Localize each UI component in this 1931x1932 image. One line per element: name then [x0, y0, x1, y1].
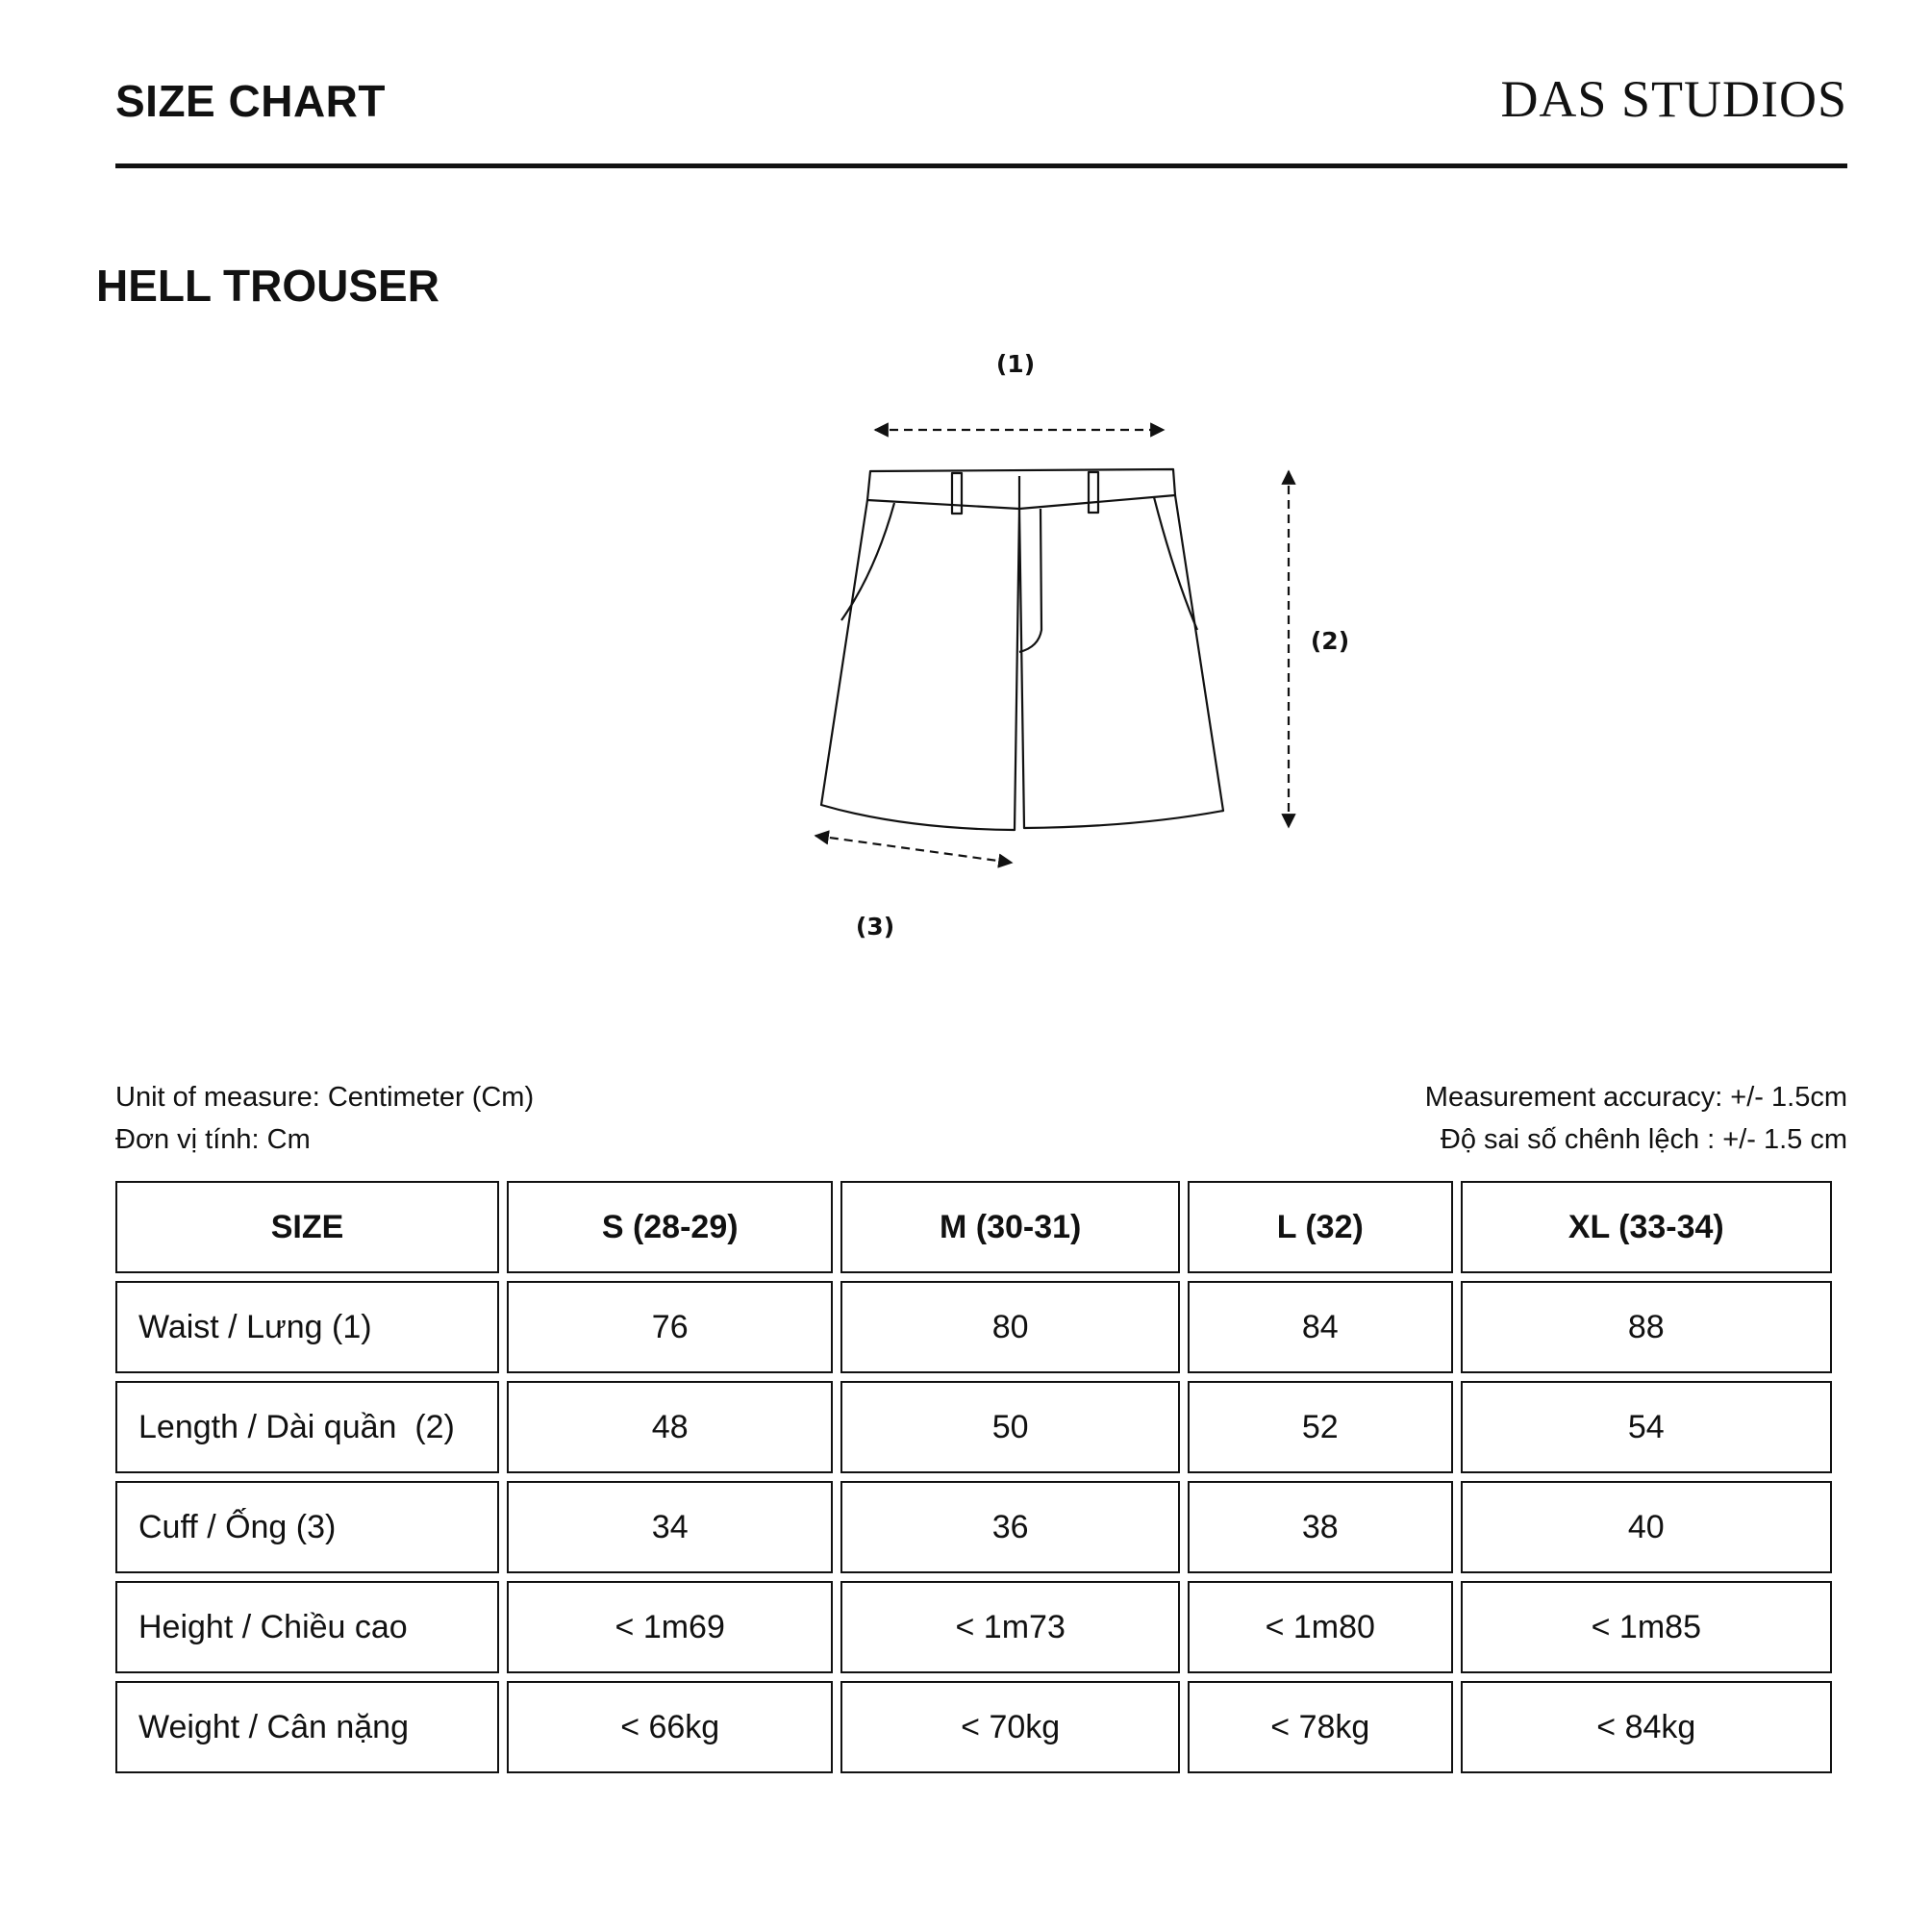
row-label: Waist / Lưng (1) — [115, 1281, 499, 1373]
table-cell: 54 — [1461, 1381, 1832, 1473]
page-title: SIZE CHART — [115, 76, 386, 126]
row-label: Height / Chiều cao — [115, 1581, 499, 1673]
table-cell: < 84kg — [1461, 1681, 1832, 1773]
table-row — [115, 1281, 1832, 1373]
table-cell: 88 — [1461, 1281, 1832, 1373]
table-cell: < 1m80 — [1188, 1581, 1453, 1673]
label-length: (2) — [1310, 627, 1350, 655]
fly-stitch — [1019, 509, 1041, 652]
unit-note — [115, 1076, 534, 1161]
table-cell: < 1m73 — [840, 1581, 1180, 1673]
unit-note-vi: Đơn vị tính: Cm — [115, 1124, 311, 1155]
accuracy-note-vi: Độ sai số chênh lệch : +/- 1.5 cm — [1440, 1124, 1847, 1155]
header-size: SIZE — [115, 1181, 499, 1273]
table-cell: 34 — [507, 1481, 833, 1573]
cuff-arrow — [815, 836, 1012, 863]
header-l: L (32) — [1188, 1181, 1453, 1273]
pocket-right — [1154, 497, 1197, 630]
table-row — [115, 1581, 1832, 1673]
table-cell: 76 — [507, 1281, 833, 1373]
pocket-left — [841, 503, 894, 620]
table-row — [115, 1481, 1832, 1573]
table-cell: 36 — [840, 1481, 1180, 1573]
table-cell: < 70kg — [840, 1681, 1180, 1773]
product-name: HELL TROUSER — [96, 261, 439, 311]
table-row — [115, 1681, 1832, 1773]
table-cell: 40 — [1461, 1481, 1832, 1573]
row-label: Length / Dài quần (2) — [115, 1381, 499, 1473]
table-header-row — [115, 1181, 1832, 1273]
table-cell: 48 — [507, 1381, 833, 1473]
table-cell: < 1m85 — [1461, 1581, 1832, 1673]
header-m: M (30-31) — [840, 1181, 1180, 1273]
table-cell: 80 — [840, 1281, 1180, 1373]
label-waist: (1) — [995, 350, 1036, 378]
waistband-shape — [867, 469, 1175, 509]
header-xl: XL (33-34) — [1461, 1181, 1832, 1273]
unit-note-en: Unit of measure: Centimeter (Cm) — [115, 1082, 535, 1113]
table-cell: 50 — [840, 1381, 1180, 1473]
row-label: Weight / Cân nặng — [115, 1681, 499, 1773]
table-cell: < 1m69 — [507, 1581, 833, 1673]
table-cell: 84 — [1188, 1281, 1453, 1373]
accuracy-note — [1425, 1076, 1847, 1161]
header-divider — [115, 163, 1847, 168]
row-label: Cuff / Ống (3) — [115, 1481, 499, 1573]
header-s: S (28-29) — [507, 1181, 833, 1273]
table-cell: 38 — [1188, 1481, 1453, 1573]
right-leg-shape — [1019, 495, 1223, 828]
label-cuff: (3) — [855, 913, 895, 941]
belt-loop-left — [952, 473, 962, 514]
table-cell: < 66kg — [507, 1681, 833, 1773]
left-leg-shape — [821, 500, 1019, 830]
table-cell: 52 — [1188, 1381, 1453, 1473]
size-table — [108, 1173, 1840, 1781]
trouser-diagram — [750, 341, 1423, 966]
belt-loop-right — [1089, 472, 1098, 513]
brand-logo: DAS STUDIOS — [1500, 70, 1847, 128]
table-row — [115, 1381, 1832, 1473]
table-cell: < 78kg — [1188, 1681, 1453, 1773]
accuracy-note-en: Measurement accuracy: +/- 1.5cm — [1424, 1082, 1847, 1113]
